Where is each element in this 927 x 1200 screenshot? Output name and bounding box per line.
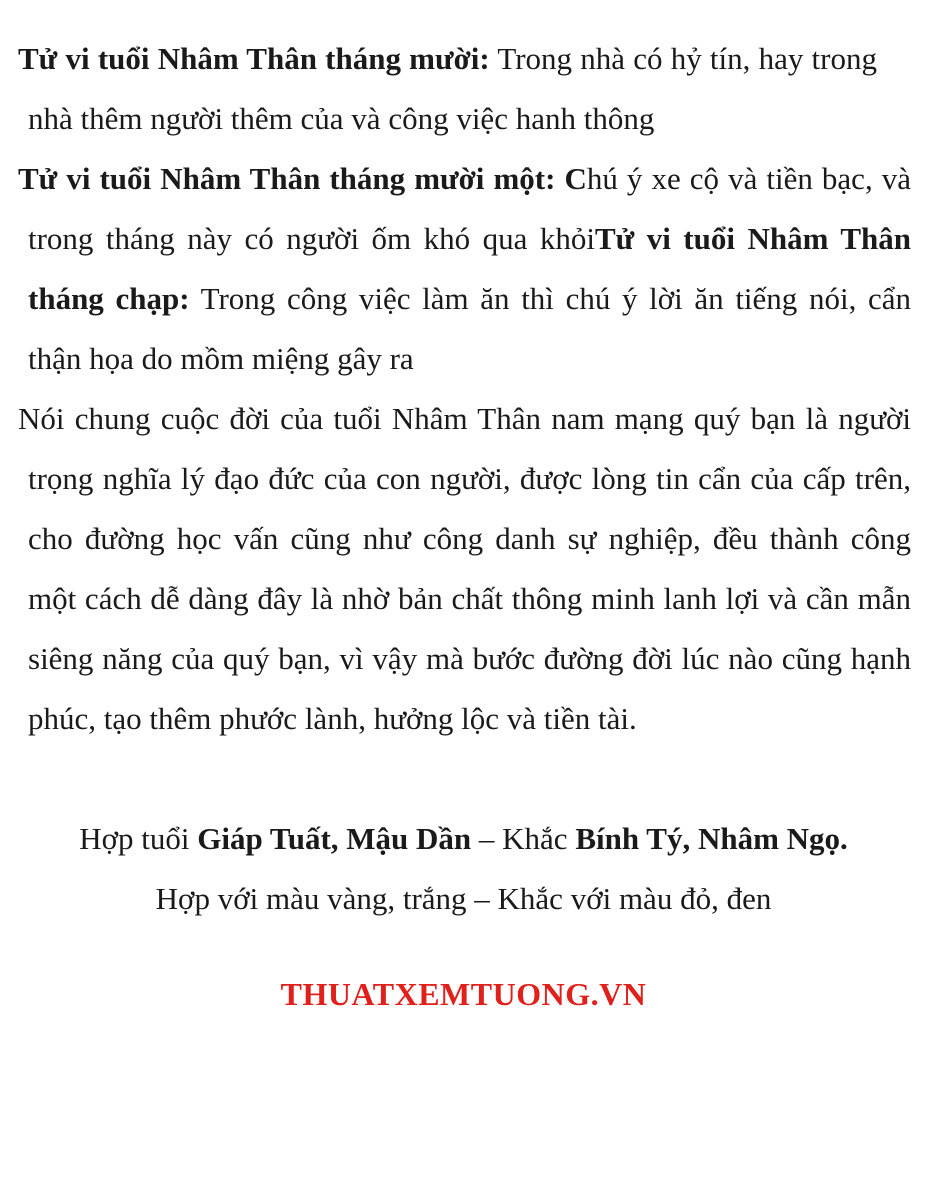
paragraph-summary <box>0 389 927 749</box>
text-month-eleven: hú ý xe cộ và tiền bạc, và trong tháng này có người ốm khó qua khỏi <box>28 161 912 256</box>
compat-prefix: Hợp tuổi <box>79 821 198 856</box>
heading-month-eleven: Tử vi tuổi Nhâm Thân tháng mười một: C <box>18 161 587 196</box>
color-text: Hợp với màu vàng, trắng – Khắc với màu đỏ, đen <box>155 881 772 916</box>
text-month-twelve: Trong công việc làm ăn thì chú ý lời ăn tiếng nói, cẩn thận họa do mồm miệng gây ra <box>28 281 911 376</box>
compat-bad-ages: Bính Tý, Nhâm Ngọ. <box>575 821 848 856</box>
heading-month-ten: Tử vi tuổi Nhâm Thân tháng mười: <box>18 41 490 76</box>
compat-good-ages: Giáp Tuất, Mậu Dần <box>197 821 472 856</box>
color-line <box>0 869 927 929</box>
heading-month-twelve: Tử vi tuổi Nhâm Thân tháng chạp: <box>28 221 911 316</box>
text-summary: Nói chung cuộc đời của tuổi Nhâm Thân nam mạng quý bạn là người trọng nghĩa lý đạo đức của con người, được lòng tin cẩn của cấp trên, cho đường học vấn cũng như công danh sự nghiệp, đều thành công một cách dễ dàng đây là nhờ bản chất thông minh lanh lợi và cần mẫn siêng năng của quý bạn, vì vậy mà bước đường đời lúc nào cũng hạnh phúc, tạo thêm phước lành, hưởng lộc và tiền tài. <box>18 401 911 736</box>
brand-label: THUATXEMTUONG.VN <box>280 976 647 1012</box>
paragraph-month-eleven-twelve <box>0 149 927 389</box>
paragraph-month-ten <box>0 29 893 149</box>
brand-watermark <box>0 969 927 1019</box>
compat-mid: – Khắc <box>471 821 576 856</box>
text-month-ten: Trong nhà có hỷ tín, hay trong nhà thêm người thêm của và công việc hanh thông <box>28 41 877 136</box>
compatibility-line <box>0 809 927 869</box>
